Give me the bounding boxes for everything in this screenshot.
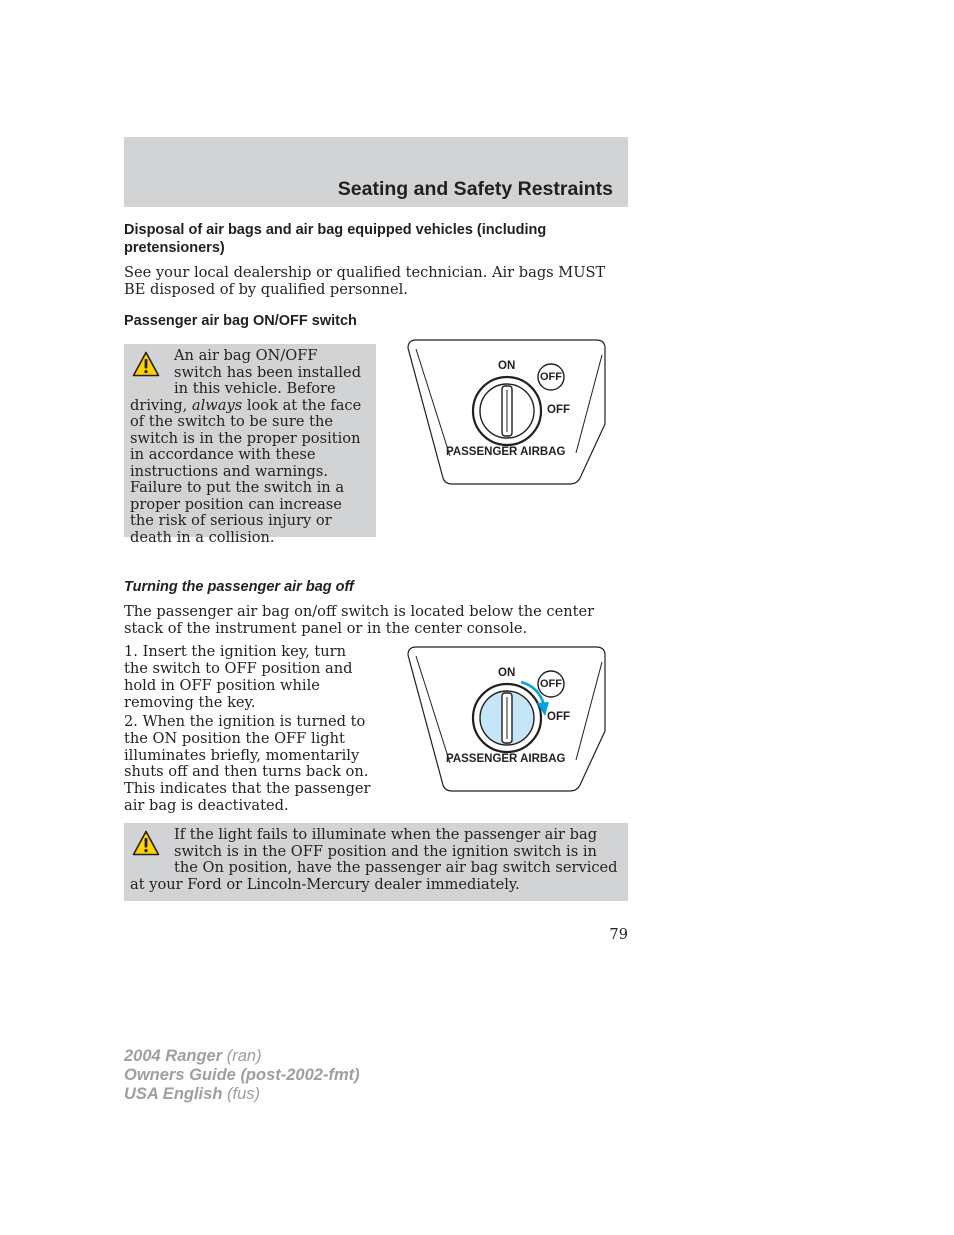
page-number: 79 [609,926,628,943]
disposal-heading: Disposal of air bags and air bag equipped vehicles (including pretensioners) [124,222,547,256]
warning-triangle-icon [132,351,160,377]
switch-label-off: OFF [547,711,570,723]
step-1-text: 1. Insert the ignition key, turn the switch to OFF position and hold in OFF position while removing the key. [124,643,353,711]
warning-text-light: If the light fails to illuminate when the passenger air bag switch is in the OFF position and the ignition switch is in the On position, have the passenger air bag switch serviced at your Ford or Lincoln-Mercury dealer immediately. [130,826,618,893]
warning-box-light [124,823,628,901]
warning-triangle-icon [132,830,160,856]
switch-label-off: OFF [547,404,570,416]
warning-box-switch [124,344,376,546]
step-2-text: 2. When the ignition is turned to the ON position the OFF light illuminates briefly, momentarily shuts off and then turns back on. This indicates that the passenger air bag is deactivated. [124,713,371,814]
document-footer [124,1047,360,1104]
section-title: Seating and Safety Restraints [337,178,613,200]
footer-guide: Owners Guide (post-2002-fmt) [124,1066,360,1084]
turning-off-intro: The passenger air bag on/off switch is located below the center stack of the instrument panel or in the center console. [124,603,595,637]
airbag-switch-off-figure [406,645,608,793]
warning-emphasis: always [191,396,243,414]
footer-model: 2004 Ranger (ran) [124,1047,262,1065]
switch-label-on: ON [498,667,516,679]
switch-caption: PASSENGER AIRBAG [446,753,566,765]
switch-label-on: ON [498,360,516,372]
disposal-text: See your local dealership or qualified technician. Air bags MUST BE disposed of by qualified personnel. [124,264,606,298]
switch-heading: Passenger air bag ON/OFF switch [124,313,357,329]
switch-caption: PASSENGER AIRBAG [446,446,566,458]
switch-label-off-lamp: OFF [540,678,562,690]
section-header [124,137,628,207]
footer-language: USA English (fus) [124,1085,260,1103]
turning-off-heading: Turning the passenger air bag off [124,579,354,595]
airbag-switch-figure [406,338,608,486]
warning-text-switch: An air bag ON/OFF switch has been installed in this vehicle. Before driving, always look at the face of the switch to be sure the switch is in the proper position in accordance with these instructions and warnings. Failure to put the switch in a proper position can increase the risk of serious injury or death in a collision. [130,347,362,546]
switch-label-off-lamp: OFF [540,371,562,383]
